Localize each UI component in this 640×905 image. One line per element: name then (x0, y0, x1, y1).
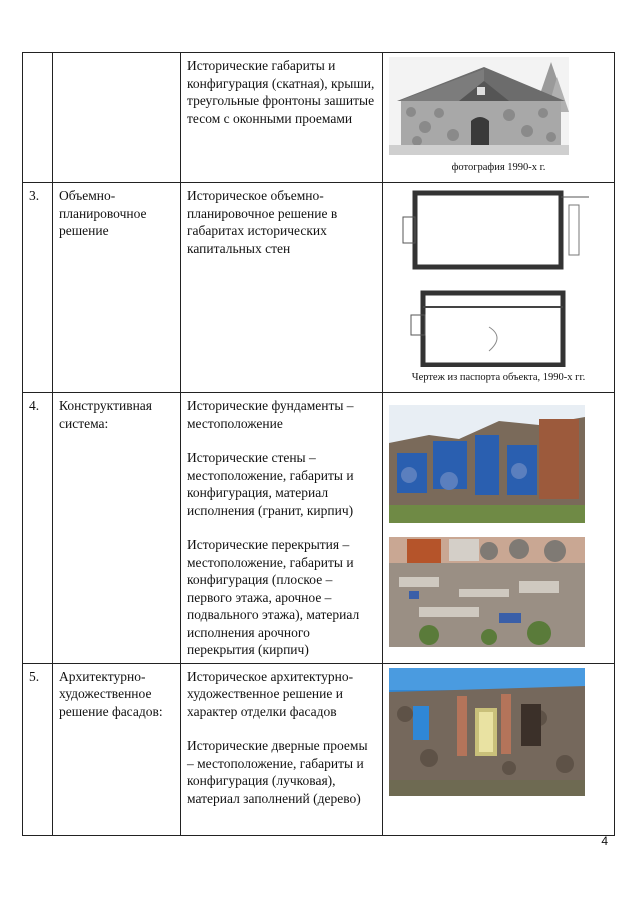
row-number: 5. (23, 663, 53, 835)
image-cell (383, 393, 615, 664)
heritage-elements-table (22, 52, 615, 836)
table-row (23, 53, 615, 183)
image-caption: фотография 1990-х г. (451, 162, 546, 173)
barn-photo (389, 57, 608, 155)
table-row (23, 393, 615, 664)
floor-plan-drawing (389, 187, 608, 367)
description-paragraph: Историческое объемно-планировочное решение в габаритах исторических капитальных стен (187, 188, 338, 256)
element-description (181, 183, 383, 393)
description-paragraph: Исторические перекрытия – местоположение, габариты и конфигурация (плоское – первого этажа, арочное – подвального этажа), материал исполнения арочного перекрытия (кирпич) (187, 537, 360, 657)
image-cell (383, 663, 615, 835)
row-number (23, 53, 53, 183)
ruined-walls-photo (389, 405, 608, 523)
element-name: Конструктивная система: (53, 393, 181, 664)
facade-ruin-photo (389, 668, 608, 796)
collapsed-floor-photo (389, 537, 608, 647)
image-cell (383, 183, 615, 393)
description-paragraph: Исторические стены – местоположение, габариты и конфигурация, материал исполнения (гранит, кирпич) (187, 450, 354, 518)
element-name: Архитектурно-художественное решение фасадов: (53, 663, 181, 835)
element-name: Объемно-планировочное решение (53, 183, 181, 393)
table-row (23, 183, 615, 393)
description-paragraph: Исторические габариты и конфигурация (скатная), крыши, треугольные фронтоны зашитые тесом с оконными проемами (187, 58, 375, 126)
row-number: 3. (23, 183, 53, 393)
row-number: 4. (23, 393, 53, 664)
table-row (23, 663, 615, 835)
image-caption: Чертеж из паспорта объекта, 1990-х гг. (411, 372, 586, 383)
element-description (181, 663, 383, 835)
image-cell (383, 53, 615, 183)
element-description (181, 393, 383, 664)
element-name (53, 53, 181, 183)
description-paragraph: Исторические дверные проемы – местоположение, габариты и конфигурация (лучковая), материал заполнений (дерево) (187, 738, 368, 806)
page-number: 4 (601, 834, 608, 848)
description-paragraph: Историческое архитектурно-художественное решение и характер отделки фасадов (187, 668, 354, 719)
element-description (181, 53, 383, 183)
description-paragraph: Исторические фундаменты – местоположение (187, 398, 354, 431)
